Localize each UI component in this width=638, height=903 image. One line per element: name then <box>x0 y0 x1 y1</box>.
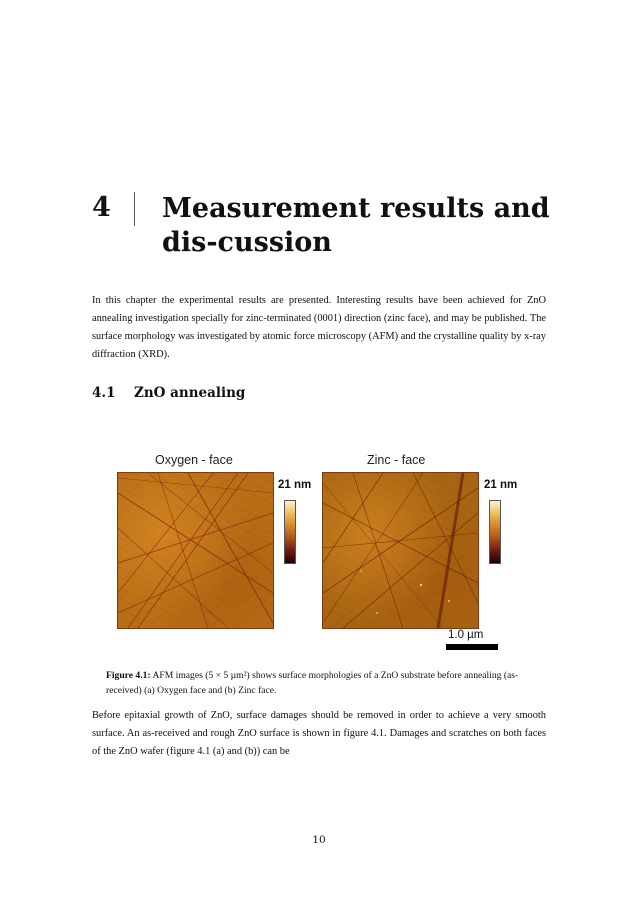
colorbar-b-max-label: 21 nm <box>484 479 518 491</box>
section-title: ZnO annealing <box>134 385 246 401</box>
caption-label: Figure 4.1: <box>106 670 151 681</box>
body-paragraph: Before epitaxial growth of ZnO, surface damages should be removed in order to achieve a very smooth surface. An as-received and rough ZnO surface is shown in figure 4.1. Damages and scratches on both faces of the ZnO wafer (figure 4.1 (a) and (b)) can be <box>92 710 546 757</box>
panel-b-title: Zinc - face <box>367 453 426 467</box>
scale-bar-line <box>446 644 498 650</box>
afm-image-zinc-face <box>322 472 479 629</box>
chapter-separator <box>134 192 135 226</box>
scratch-lines-b <box>323 473 478 628</box>
chapter-heading <box>92 192 562 262</box>
intro-paragraph: In this chapter the experimental results are presented. Interesting results have been achieved for ZnO annealing investigation specially for zinc-terminated (0001) direction (zinc face), and may be published. The surface morphology was investigated by atomic force microscopy (AFM) and the crystalline quality by x-ray diffraction (XRD). <box>92 295 546 360</box>
panel-a-title: Oxygen - face <box>155 453 233 467</box>
caption-text: AFM images (5 × 5 µm²) shows surface morphologies of a ZnO substrate before annealing (as-received) (a) Oxygen face and (b) Zinc face. <box>106 670 519 696</box>
colorbar-a <box>284 500 296 564</box>
figure-caption <box>106 668 544 698</box>
afm-image-oxygen-face <box>117 472 274 629</box>
afm-figure <box>117 453 537 658</box>
chapter-title: Measurement results and dis-cussion <box>162 193 550 258</box>
section-heading <box>92 385 245 401</box>
section-number: 4.1 <box>92 385 116 401</box>
colorbar-b <box>489 500 501 564</box>
scale-bar <box>446 629 498 651</box>
page-number: 10 <box>312 834 326 846</box>
scratch-lines-a <box>118 473 273 628</box>
chapter-number: 4 <box>92 192 111 223</box>
scale-bar-label: 1.0 µm <box>448 629 484 641</box>
colorbar-a-max-label: 21 nm <box>278 479 312 491</box>
